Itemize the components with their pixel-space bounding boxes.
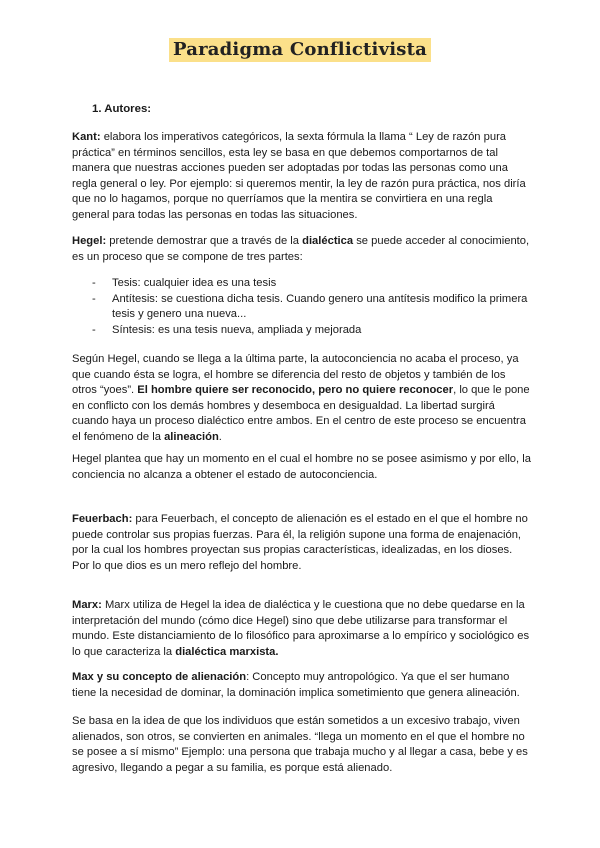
marx-paragraph xyxy=(72,598,532,660)
list-item-text: Tesis: cualquier idea es una tesis xyxy=(112,277,277,289)
hegel-label: Hegel: xyxy=(72,235,107,247)
kant-text: elabora los imperativos categóricos, la sexta fórmula la llama “ Ley de razón pura práctica” en términos sencillos, esta ley se basa en que debemos comportarnos de tal manera que nuestras acciones pueden ser adoptadas por todas las personas como una regla general o ley. Por ejemplo: si queremos mentir, la ley de razón pura práctica, nos diría que no lo hagamos, porque no querríamos que la mentira se convirtiera en una regla general para todas las personas en todas las situaciones. xyxy=(72,131,526,221)
feuerbach-paragraph xyxy=(72,512,532,574)
kant-label: Kant: xyxy=(72,131,101,143)
marx-concept-text: : Concepto muy antropológico. Ya que el ser humano tiene la necesidad de dominar, la dominación implica sometimiento que genera alineación. xyxy=(72,671,520,699)
feuerbach-text: para Feuerbach, el concepto de alienación es el estado en el que el hombre no puede controlar sus propias fuerzas. Para él, la religión supone una forma de enajenación, por la cual los hombres proyectan sus propias características, idealizadas, en los dioses. Por lo que dios es un mero reflejo del hombre. xyxy=(72,513,528,572)
marx-last-paragraph: Se basa en la idea de que los individuos que están sometidos a un excesivo trabajo, viven alienados, son otros, se convierten en animales. “llega un momento en el que el hombre no se posee a sí mismo” Ejemplo: una persona que trabaja mucho y al llegar a casa, bebe y es agresivo, llegando a pegar a su familia, es porque está alienado. xyxy=(72,715,528,774)
hegel-term: dialéctica xyxy=(302,235,354,247)
list-item: - Tesis: cualquier idea es una tesis xyxy=(92,277,277,289)
page-title: Paradigma Conflictivista xyxy=(169,38,431,62)
marx-concept-paragraph xyxy=(72,670,532,701)
marx-term: dialéctica marxista. xyxy=(175,645,279,658)
feuerbach-label: Feuerbach: xyxy=(72,513,133,525)
hegel-paragraph-2 xyxy=(72,352,532,446)
hegel-p2-a: Según Hegel, cuando se llega a la última parte, la autoconciencia no acaba el proceso, ya que cuando ésta se logra, el hombre se diferencia del resto de objetos y también de los otros “yoes”. xyxy=(72,353,519,397)
kant-paragraph xyxy=(72,130,532,224)
list-item: - Síntesis: es una tesis nueva, ampliada y mejorada xyxy=(92,323,362,336)
list-item-text: Síntesis: es una tesis nueva, ampliada y mejorada xyxy=(112,323,362,336)
section-heading: 1. Autores: xyxy=(92,103,152,115)
hegel-p2-b: , lo que le pone en conflicto con los demás hombres y desemboca en desigualdad. La libertad surgirá cuando haya un proceso dialéctico entre ambos. En el centro de este proceso se encuentra el fenómeno de la xyxy=(72,384,530,443)
hegel-p2-c: . xyxy=(218,430,222,443)
hegel-text-b: se puede acceder al conocimiento, es un proceso que se compone de tres partes: xyxy=(72,235,530,263)
marx-concept-label: Max y su concepto de alienación xyxy=(72,671,247,683)
hegel-p2-bold: El hombre quiere ser reconocido, pero no quiere reconocer xyxy=(137,384,454,397)
list-item: - Antítesis: se cuestiona dicha tesis. Cuando genero una antítesis modifico la primera tesis y genero una nueva... xyxy=(92,292,528,321)
list-item-text: Antítesis: se cuestiona dicha tesis. Cuando genero una antítesis modifico la primera tesis y genero una nueva... xyxy=(112,292,528,321)
dialectic-list xyxy=(92,276,532,338)
hegel-p2-term: alineación xyxy=(164,430,219,443)
hegel-paragraph-3: Hegel plantea que hay un momento en el cual el hombre no se posee asimismo y por ello, la conciencia no alcanza a obtener el estado de autoconciencia. xyxy=(72,453,531,481)
hegel-paragraph xyxy=(72,234,532,265)
marx-label: Marx: xyxy=(72,599,102,611)
marx-text: Marx utiliza de Hegel la idea de dialéctica y le cuestiona que no debe quedarse en la interpretación del mundo (cómo dice Hegel) sino que debe utilizarse para transformar el mundo. Este distanciamiento de lo filosófico para aproximarse a lo empírico y sociológico es lo que caracteriza la xyxy=(72,599,530,658)
title-wrap xyxy=(0,38,600,62)
hegel-text-a: pretende demostrar que a través de la xyxy=(106,235,303,247)
